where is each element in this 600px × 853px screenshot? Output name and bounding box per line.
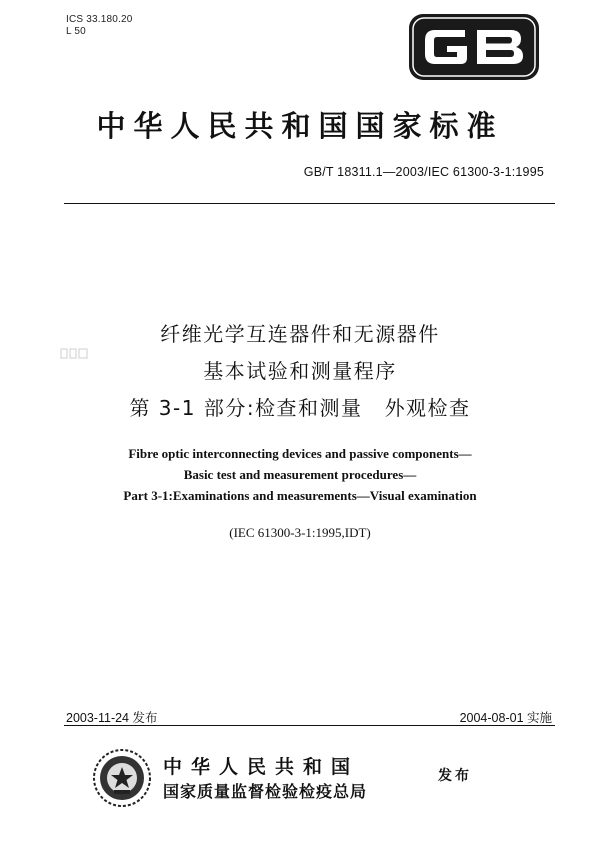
title-cn-subject: 外观检查 — [384, 396, 471, 420]
title-en-line-2: Basic test and measurement procedures— — [183, 467, 417, 482]
title-cn-line-2: 基本试验和测量程序 — [203, 359, 397, 383]
agency-seal-icon — [92, 748, 152, 808]
issue-date: 2003-11-24 发布 — [66, 711, 158, 725]
publish-label: 发布 — [438, 768, 472, 784]
bottom-divider — [64, 725, 555, 726]
implementation-date: 2004-08-01 实施 — [459, 711, 552, 725]
standard-number: GB/T 18311.1—2003/IEC 61300-3-1:1995 — [303, 165, 544, 179]
publisher-line-2: 国家质量监督检验检疫总局 — [163, 782, 368, 801]
title-cn-line-3 — [0, 392, 600, 421]
title-cn-line-1: 纤维光学互连器件和无源器件 — [160, 322, 440, 346]
ics-code: ICS 33.180.20 — [66, 14, 133, 25]
ccs-code: L 50 — [66, 26, 86, 37]
top-divider — [64, 203, 555, 204]
classification-codes — [66, 14, 133, 38]
title-cn-part: 第 3-1 部分:检查和测量 — [129, 396, 363, 420]
standard-organization-heading: 中华人民共和国国家标准 — [96, 109, 504, 143]
title-en-line-1: Fibre optic interconnecting devices and passive components— — [128, 446, 472, 461]
iec-equivalence: (IEC 61300-3-1:1995,IDT) — [229, 525, 371, 540]
title-en-line-3: Part 3-1:Examinations and measurements—Visual examination — [123, 488, 477, 503]
gb-logo — [409, 14, 539, 80]
publisher-line-1: 中华人民共和国 — [163, 756, 360, 778]
